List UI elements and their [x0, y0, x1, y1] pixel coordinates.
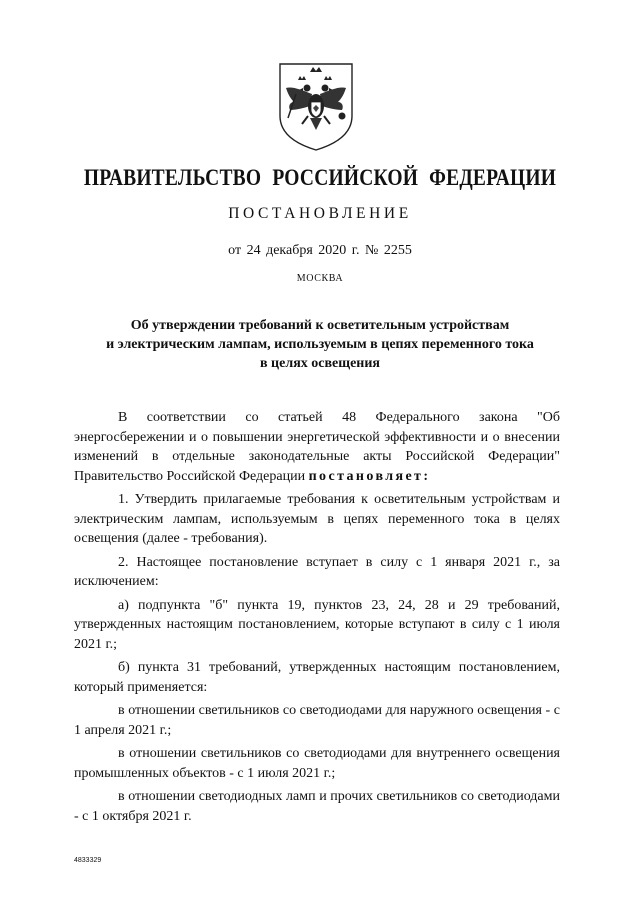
body-paragraph: 1. Утвердить прилагаемые требования к осветительным устройствам и электрическим лампам, используемым в цепях переменного тока в целях освещения (далее - требования).	[74, 492, 560, 546]
coat-of-arms-icon	[274, 58, 358, 154]
subject-line: в целях освещения	[260, 356, 380, 371]
body-paragraph: в отношении светильников со светодиодами для наружного освещения - с 1 апреля 2021 г.;	[74, 703, 560, 738]
subject-line: и электрическим лампам, используемым в цепях переменного тока	[106, 337, 534, 352]
city: МОСКВА	[296, 273, 344, 284]
body-paragraph: в отношении светодиодных ламп и прочих светильников со светодиодами - с 1 октября 2021 г.	[74, 789, 560, 824]
body-paragraph: а) подпункта "б" пункта 19, пунктов 23, 24, 28 и 29 требований, утвержденных настоящим постановлением, которые вступают в силу с 1 июля 2021 г.;	[74, 597, 560, 652]
body-paragraph: б) пункта 31 требований, утвержденных настоящим постановлением, который применяется:	[74, 660, 560, 695]
preamble-paragraph	[74, 408, 560, 486]
document-type: ПОСТАНОВЛЕНИЕ	[228, 205, 412, 222]
body-paragraph: 2. Настоящее постановление вступает в силу с 1 января 2021 г., за исключением:	[74, 554, 560, 589]
document-id-number: 4833329	[74, 857, 102, 864]
decree-word: постановляет:	[308, 468, 431, 484]
document-date-number: от 24 декабря 2020 г. № 2255	[228, 243, 412, 258]
body-paragraph: в отношении светильников со светодиодами для внутреннего освещения промышленных объектов - с 1 июля 2021 г.;	[74, 746, 560, 781]
government-title: ПРАВИТЕЛЬСТВО РОССИЙСКОЙ ФЕДЕРАЦИИ	[83, 166, 557, 191]
document-subject	[0, 316, 640, 373]
preamble-text: В соответствии со статьей 48 Федерального закона "Об энергосбережении и о повышении энергетической эффективности и о внесении изменений в отдельные законодательные акты Российской Федерации" Правительство Российской Федерации	[74, 410, 560, 484]
document-body	[74, 408, 560, 826]
subject-line: Об утверждении требований к осветительным устройствам	[130, 318, 510, 333]
